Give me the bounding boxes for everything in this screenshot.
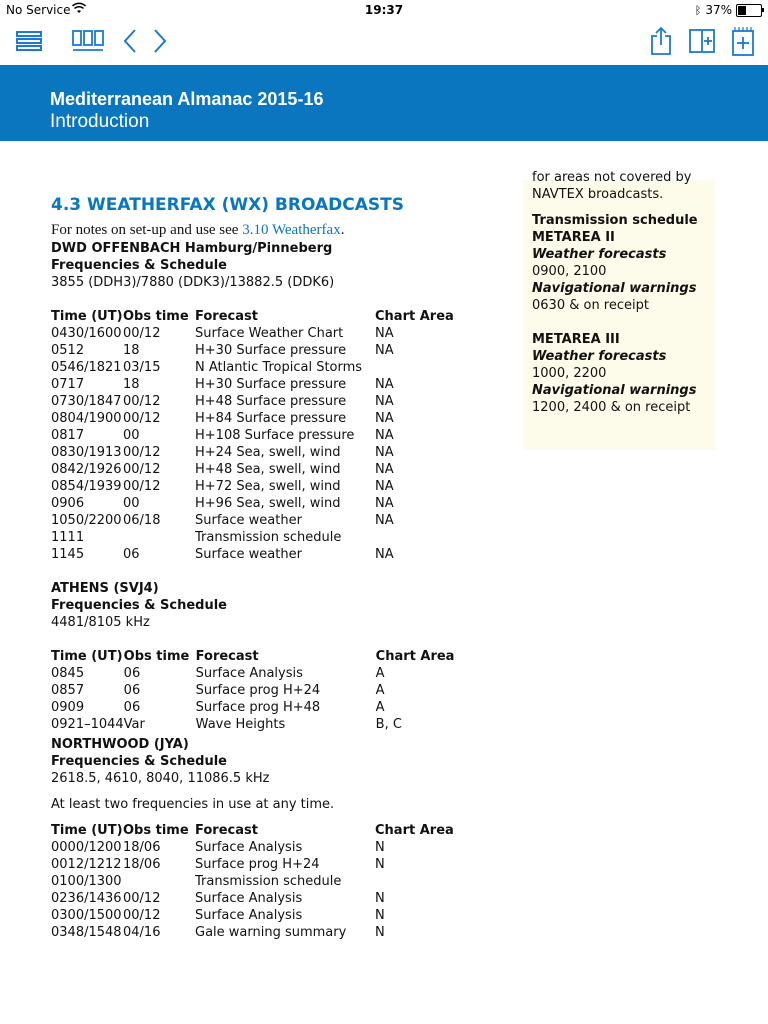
cell-obs: 00/12	[123, 411, 161, 426]
cell-forecast: Surface prog H+48	[195, 700, 321, 715]
table-row	[51, 478, 455, 495]
cell-forecast: H+96 Sea, swell, wind	[195, 496, 341, 511]
cell-time: 0512	[51, 343, 85, 358]
note-suffix: .	[340, 222, 345, 238]
cell-area: NA	[375, 343, 394, 358]
table-row	[51, 359, 455, 376]
sidebar-wf-label: Weather forecasts	[532, 349, 667, 364]
cell-area: NA	[375, 326, 394, 341]
cell-area: NA	[375, 479, 394, 494]
station-name: NORTHWOOD (JYA)	[51, 737, 189, 752]
schedule-table	[51, 648, 456, 733]
cell-forecast: Surface weather	[195, 513, 302, 528]
col-time: Time (UT)	[51, 309, 123, 324]
cell-forecast: H+48 Sea, swell, wind	[195, 462, 341, 477]
cell-time: 0012/1212	[51, 857, 122, 872]
cell-area: A	[375, 700, 385, 715]
cell-forecast: Transmission schedule	[195, 874, 342, 889]
station-name: ATHENS (SVJ4)	[51, 581, 159, 596]
col-obs: Obs time	[123, 649, 190, 664]
cell-area: N	[375, 840, 385, 855]
cell-area: NA	[375, 513, 394, 528]
cell-time: 0921–1044	[51, 717, 124, 732]
cell-forecast: Surface Analysis	[195, 666, 303, 681]
forward-chevron-icon[interactable]	[152, 28, 168, 58]
table-row	[51, 495, 455, 512]
sidebar-wf-label: Weather forecasts	[532, 247, 667, 262]
col-time: Time (UT)	[51, 649, 123, 664]
table-row	[51, 376, 455, 393]
chapter-title: Introduction	[50, 111, 150, 132]
cell-obs: 00/12	[123, 462, 161, 477]
freq-label: Frequencies & Schedule	[51, 598, 227, 613]
table-row	[51, 529, 455, 546]
freq-values: 2618.5, 4610, 8040, 11086.5 kHz	[51, 771, 270, 786]
cell-obs: 00/12	[123, 326, 161, 341]
station-note: At least two frequencies in use at any time.	[51, 797, 335, 812]
sidebar-nw-label: Navigational warnings	[532, 281, 697, 296]
sidebar-nw-label: Navigational warnings	[532, 383, 697, 398]
cell-obs: 04/16	[123, 925, 161, 940]
cell-area	[375, 359, 455, 376]
table-row	[51, 699, 456, 716]
cell-time: 0906	[51, 496, 85, 511]
bluetooth-icon: ᛒ	[694, 3, 702, 17]
table-row	[51, 444, 455, 461]
col-forecast: Forecast	[195, 823, 258, 838]
freq-label: Frequencies & Schedule	[51, 754, 227, 769]
cell-area: N	[375, 857, 385, 872]
cell-forecast: H+30 Surface pressure	[195, 343, 347, 358]
col-forecast: Forecast	[195, 309, 258, 324]
cell-area: A	[375, 683, 385, 698]
cell-obs: 00/12	[123, 394, 161, 409]
chapter-header	[0, 65, 768, 141]
table-row	[51, 665, 456, 682]
cell-forecast: Surface Weather Chart	[195, 326, 344, 341]
sidebar-metarea-2: METAREA II	[532, 230, 615, 245]
cell-area: N	[375, 891, 385, 906]
table-row	[51, 461, 455, 478]
cell-area: NA	[375, 547, 394, 562]
cell-time: 0842/1926	[51, 462, 122, 477]
table-row	[51, 342, 455, 359]
col-time: Time (UT)	[51, 823, 123, 838]
cell-area	[375, 873, 455, 890]
cell-time: 0854/1939	[51, 479, 122, 494]
table-row	[51, 839, 455, 856]
station-name: DWD OFFENBACH Hamburg/Pinneberg	[51, 241, 333, 256]
sidebar-nw2-times: 0630 & on receipt	[532, 298, 649, 313]
cell-obs	[123, 873, 195, 890]
section-note	[51, 220, 511, 240]
add-page-icon[interactable]	[689, 28, 717, 60]
cell-area: N	[375, 908, 385, 923]
cell-time: 0236/1436	[51, 891, 122, 906]
cell-time: 0845	[51, 666, 85, 681]
schedule-table	[51, 308, 455, 563]
cell-time: 0830/1913	[51, 445, 122, 460]
cell-forecast: H+84 Surface pressure	[195, 411, 347, 426]
cell-obs: 06	[123, 547, 140, 562]
book-title: Mediterranean Almanac 2015-16	[50, 89, 324, 109]
thumbnails-icon[interactable]	[72, 30, 104, 56]
status-bar	[0, 0, 768, 22]
cell-obs: 00	[123, 428, 140, 443]
table-row	[51, 873, 455, 890]
cell-forecast: Surface Analysis	[195, 908, 303, 923]
battery-icon	[736, 4, 762, 17]
cell-time: 0730/1847	[51, 394, 122, 409]
cell-obs: 00/12	[123, 908, 161, 923]
freq-values: 3855 (DDH3)/7880 (DDK3)/13882.5 (DDK6)	[51, 275, 335, 290]
clock: 19:37	[364, 3, 404, 17]
cell-forecast: H+48 Surface pressure	[195, 394, 347, 409]
col-area: Chart Area	[375, 649, 455, 664]
cell-area: N	[375, 925, 385, 940]
sidebar-line: NAVTEX broadcasts.	[532, 187, 664, 202]
cell-forecast: N Atlantic Tropical Storms	[195, 360, 363, 375]
note-text: For notes on set-up and use see	[51, 222, 243, 238]
freq-label: Frequencies & Schedule	[51, 258, 227, 273]
cell-time: 0430/1600	[51, 326, 122, 341]
cell-forecast: Gale warning summary	[195, 925, 347, 940]
table-row	[51, 890, 455, 907]
cell-obs: 06	[123, 666, 141, 681]
cell-time: 0348/1548	[51, 925, 122, 940]
weatherfax-link[interactable]: 3.10 Weatherfax	[242, 222, 341, 238]
cell-forecast: H+108 Surface pressure	[195, 428, 355, 443]
col-forecast: Forecast	[195, 649, 259, 664]
cell-time: 1111	[51, 530, 85, 545]
table-row	[51, 410, 455, 427]
cell-obs: 00/12	[123, 479, 161, 494]
toolbar	[0, 22, 768, 64]
sidebar-box	[523, 170, 715, 450]
cell-area: NA	[375, 445, 394, 460]
cell-forecast: Transmission schedule	[195, 530, 342, 545]
cell-area	[375, 529, 455, 546]
cell-obs: 18	[123, 377, 140, 392]
sidebar-tx-label: Transmission schedule	[532, 213, 698, 228]
share-icon[interactable]	[650, 26, 672, 60]
cell-obs: 18/06	[123, 857, 161, 872]
cell-area: NA	[375, 411, 394, 426]
cell-forecast: Surface prog H+24	[195, 857, 320, 872]
sidebar-metarea-3: METAREA III	[532, 332, 620, 347]
cell-area: NA	[375, 496, 394, 511]
cell-area: B, C	[375, 717, 402, 732]
cell-time: 0546/1821	[51, 360, 122, 375]
cell-obs: 06/18	[123, 513, 161, 528]
col-obs: Obs time	[123, 309, 189, 324]
table-row	[51, 325, 455, 342]
cell-forecast: Surface Analysis	[195, 891, 303, 906]
sidebar-wf2-times: 0900, 2100	[532, 264, 607, 279]
cell-area: A	[375, 666, 385, 681]
schedule-table	[51, 822, 455, 941]
cell-forecast: Surface prog H+24	[195, 683, 321, 698]
sidebar-wf3-times: 1000, 2200	[532, 366, 607, 381]
cell-obs: 18	[123, 343, 140, 358]
cell-obs	[123, 529, 195, 546]
cell-time: 0100/1300	[51, 874, 122, 889]
cell-obs: 06	[123, 683, 141, 698]
battery-percent: 37%	[705, 3, 732, 17]
cell-obs: Var	[123, 717, 145, 732]
cell-time: 1145	[51, 547, 85, 562]
cell-time: 1050/2200	[51, 513, 122, 528]
cell-obs: 06	[123, 700, 141, 715]
table-row	[51, 716, 456, 733]
cell-forecast: H+72 Sea, swell, wind	[195, 479, 341, 494]
add-bookmark-icon[interactable]	[731, 26, 755, 60]
table-row	[51, 924, 455, 941]
table-row	[51, 393, 455, 410]
table-row	[51, 907, 455, 924]
freq-values: 4481/8105 kHz	[51, 615, 150, 630]
sidebar-cut-line: for areas not covered by	[532, 170, 692, 185]
col-area: Chart Area	[375, 823, 454, 838]
section-heading: 4.3 WEATHERFAX (WX) BROADCASTS	[51, 195, 404, 215]
cell-time: 0817	[51, 428, 85, 443]
main-content	[51, 194, 511, 941]
back-chevron-icon[interactable]	[122, 28, 138, 58]
col-obs: Obs time	[123, 823, 189, 838]
cell-obs: 00	[123, 496, 140, 511]
cell-time: 0300/1500	[51, 908, 122, 923]
cell-time: 0717	[51, 377, 85, 392]
cell-time: 0857	[51, 683, 85, 698]
table-row	[51, 856, 455, 873]
cell-area: NA	[375, 377, 394, 392]
carrier-label: No Service	[6, 3, 71, 17]
cell-area: NA	[375, 428, 394, 443]
cell-forecast: Surface Analysis	[195, 840, 303, 855]
cell-forecast: Wave Heights	[195, 717, 286, 732]
cell-forecast: Surface weather	[195, 547, 302, 562]
cell-time: 0804/1900	[51, 411, 122, 426]
cell-area: NA	[375, 394, 394, 409]
sidebar-nw3-times: 1200, 2400 & on receipt	[532, 400, 691, 415]
cell-area: NA	[375, 462, 394, 477]
cell-obs: 00/12	[123, 445, 161, 460]
cell-time: 0000/1200	[51, 840, 122, 855]
col-area: Chart Area	[375, 309, 454, 324]
cell-time: 0909	[51, 700, 85, 715]
table-row	[51, 427, 455, 444]
cell-obs: 03/15	[123, 360, 161, 375]
cell-forecast: H+24 Sea, swell, wind	[195, 445, 341, 460]
table-row	[51, 682, 456, 699]
table-row	[51, 546, 455, 563]
list-icon[interactable]	[16, 30, 42, 56]
cell-forecast: H+30 Surface pressure	[195, 377, 347, 392]
cell-obs: 00/12	[123, 891, 161, 906]
cell-obs: 18/06	[123, 840, 161, 855]
table-row	[51, 512, 455, 529]
